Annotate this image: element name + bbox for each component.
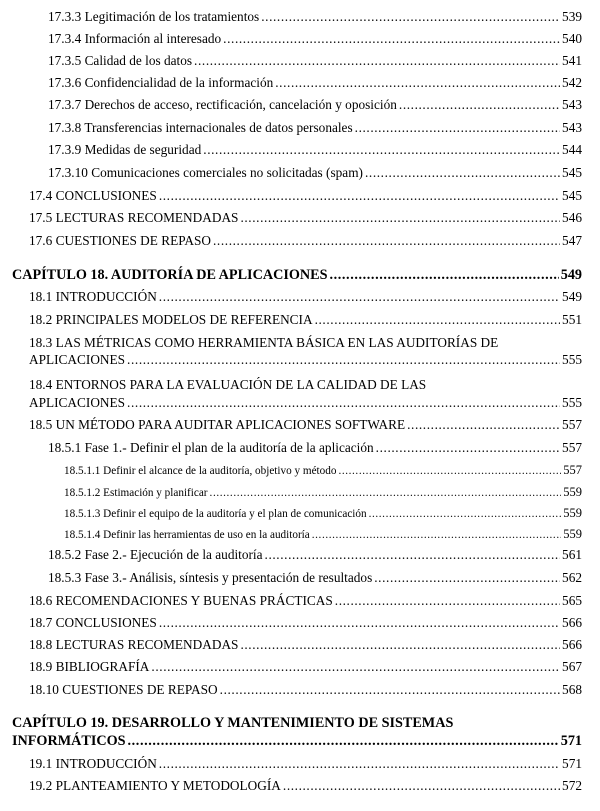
dot-leader [315, 312, 560, 328]
toc-entry-18-2[interactable] [29, 312, 582, 328]
dot-leader [210, 485, 562, 501]
toc-entry-17-5[interactable] [29, 210, 582, 226]
toc-entry-page: 557 [563, 463, 582, 477]
dot-leader [265, 547, 561, 563]
toc-entry-title: 18.5.1.1 Definir el alcance de la auditoría, objetivo y método [64, 465, 337, 477]
toc-entry-17-3-10[interactable] [48, 165, 582, 181]
toc-entry-page: 566 [562, 637, 582, 652]
dot-leader [203, 142, 560, 158]
toc-entry-17-6[interactable] [29, 233, 582, 249]
toc-entry-title: 18.5.1.3 Definir el equipo de la auditoría y el plan de comunicación [64, 508, 367, 520]
toc-entry-title: 19.2 PLANTEAMIENTO Y METODOLOGÍA [29, 778, 281, 793]
toc-entry-17-3-4[interactable] [48, 31, 582, 47]
dot-leader [407, 417, 560, 433]
dot-leader [275, 75, 560, 91]
toc-entry-19-2[interactable] [29, 778, 582, 794]
dot-leader [355, 120, 560, 136]
toc-entry-title: 18.9 BIBLIOGRAFÍA [29, 659, 150, 674]
dot-leader [369, 506, 562, 522]
toc-entry-title: 17.3.5 Calidad de los datos [48, 53, 193, 68]
toc-entry-page: 544 [562, 142, 582, 157]
toc-entry-17-3-8[interactable] [48, 120, 582, 136]
toc-entry-18-5-1-4[interactable] [64, 526, 582, 543]
toc-entry-title: APLICACIONES [29, 395, 126, 410]
toc-entry-page: 568 [562, 682, 582, 697]
dot-leader [312, 527, 562, 543]
toc-entry-title: 18.10 CUESTIONES DE REPASO [29, 682, 218, 697]
toc-entry-page: 540 [562, 31, 582, 46]
toc-entry-page: 566 [562, 615, 582, 630]
dot-leader [127, 395, 560, 411]
dot-leader [128, 733, 559, 749]
toc-entry-page: 542 [562, 75, 582, 90]
toc-entry-page: 557 [562, 440, 582, 455]
toc-entry-page: 545 [562, 165, 582, 180]
toc-entry-page: 546 [562, 210, 582, 225]
toc-entry-18-8[interactable] [29, 637, 582, 653]
toc-chapter-19[interactable] [12, 733, 582, 749]
toc-entry-18-4[interactable] [29, 395, 582, 411]
toc-entry-18-5-1-1[interactable] [64, 462, 582, 479]
toc-entry-18-5-2[interactable] [48, 547, 582, 563]
toc-entry-title: 17.6 CUESTIONES DE REPASO [29, 233, 211, 248]
toc-chapter-title: CAPÍTULO 18. AUDITORÍA DE APLICACIONES [12, 267, 328, 283]
toc-entry-title: 17.3.4 Información al interesado [48, 31, 222, 46]
dot-leader [261, 9, 560, 25]
toc-entry-title: 17.3.9 Medidas de seguridad [48, 142, 202, 157]
toc-entry-page: 572 [562, 778, 582, 793]
toc-entry-title: 17.3.3 Legitimación de los tratamientos [48, 9, 260, 24]
toc-entry-page: 565 [562, 593, 582, 608]
toc-entry-title: 18.8 LECTURAS RECOMENDADAS [29, 637, 239, 652]
toc-entry-page: 541 [562, 53, 582, 68]
toc-entry-17-3-3[interactable] [48, 9, 582, 25]
dot-leader [374, 570, 560, 586]
toc-entry-page: 547 [562, 233, 582, 248]
toc-entry-18-7[interactable] [29, 615, 582, 631]
dot-leader [159, 289, 560, 305]
toc-entry-page: 551 [562, 312, 582, 327]
toc-entry-title: 17.4 CONCLUSIONES [29, 188, 157, 203]
toc-entry-page: 562 [562, 570, 582, 585]
toc-entry-title: 17.3.6 Confidencialidad de la información [48, 75, 274, 90]
dot-leader [240, 210, 560, 226]
toc-entry-18-5[interactable] [29, 417, 582, 433]
toc-entry-title: 18.6 RECOMENDACIONES Y BUENAS PRÁCTICAS [29, 593, 333, 608]
toc-entry-page: 545 [562, 188, 582, 203]
toc-entry-18-9[interactable] [29, 659, 582, 675]
toc-entry-page: 567 [562, 659, 582, 674]
dot-leader [159, 615, 560, 631]
dot-leader [376, 440, 560, 456]
toc-entry-page: 555 [562, 352, 582, 367]
toc-entry-title: 18.1 INTRODUCCIÓN [29, 289, 157, 304]
toc-entry-19-1[interactable] [29, 756, 582, 772]
dot-leader [223, 31, 560, 47]
toc-entry-title: 18.5.1.2 Estimación y planificar [64, 487, 208, 499]
dot-leader [213, 233, 560, 249]
toc-entry-title: 18.2 PRINCIPALES MODELOS DE REFERENCIA [29, 312, 313, 327]
toc-entry-page: 543 [562, 120, 582, 135]
dot-leader [159, 756, 560, 772]
toc-entry-17-3-5[interactable] [48, 53, 582, 69]
toc-entry-page: 559 [563, 527, 582, 541]
dot-leader [194, 53, 560, 69]
toc-chapter-18[interactable] [12, 267, 582, 283]
toc-entry-18-6[interactable] [29, 593, 582, 609]
toc-entry-18-5-1[interactable] [48, 440, 582, 456]
toc-entry-page: 555 [562, 395, 582, 410]
toc-entry-page: 559 [563, 506, 582, 520]
toc-entry-page: 557 [562, 417, 582, 432]
toc-entry-title: 18.5.1 Fase 1.- Definir el plan de la auditoría de la aplicación [48, 440, 374, 455]
dot-leader [335, 593, 560, 609]
toc-entry-title: 17.5 LECTURAS RECOMENDADAS [29, 210, 239, 225]
dot-leader [399, 97, 560, 113]
toc-entry-17-3-9[interactable] [48, 142, 582, 158]
dot-leader [151, 659, 560, 675]
toc-chapter-title: INFORMÁTICOS [12, 733, 126, 749]
toc-entry-page: 559 [563, 485, 582, 499]
toc-entry-17-3-6[interactable] [48, 75, 582, 91]
toc-entry-page: 549 [562, 289, 582, 304]
toc-chapter-19-line1[interactable]: CAPÍTULO 19. DESARROLLO Y MANTENIMIENTO DE SISTEMAS [12, 715, 454, 731]
toc-entry-title: 18.5 UN MÉTODO PARA AUDITAR APLICACIONES SOFTWARE [29, 417, 406, 432]
dot-leader [329, 267, 558, 283]
toc-entry-title: 18.7 CONCLUSIONES [29, 615, 157, 630]
toc-entry-title: APLICACIONES [29, 352, 126, 367]
dot-leader [283, 778, 560, 794]
toc-entry-18-4-line1[interactable]: 18.4 ENTORNOS PARA LA EVALUACIÓN DE LA CALIDAD DE LAS [29, 377, 427, 392]
toc-entry-page: 549 [560, 267, 582, 283]
dot-leader [127, 352, 560, 368]
toc-entry-18-5-3[interactable] [48, 570, 582, 586]
dot-leader [365, 165, 560, 181]
toc-entry-title: 17.3.7 Derechos de acceso, rectificación, cancelación y oposición [48, 97, 397, 112]
toc-entry-18-5-1-2[interactable] [64, 484, 582, 501]
toc-entry-title: 18.5.3 Fase 3.- Análisis, síntesis y presentación de resultados [48, 570, 373, 585]
toc-entry-18-1[interactable] [29, 289, 582, 305]
toc-entry-17-4[interactable] [29, 188, 582, 204]
toc-entry-page: 543 [562, 97, 582, 112]
toc-entry-title: 17.3.8 Transferencias internacionales de datos personales [48, 120, 353, 135]
toc-entry-18-3[interactable] [29, 352, 582, 368]
dot-leader [240, 637, 560, 653]
toc-entry-17-3-7[interactable] [48, 97, 582, 113]
toc-entry-page: 561 [562, 547, 582, 562]
dot-leader [220, 682, 560, 698]
toc-entry-18-5-1-3[interactable] [64, 505, 582, 522]
toc-entry-page: 571 [560, 733, 582, 749]
toc-entry-title: 18.5.2 Fase 2.- Ejecución de la auditoría [48, 547, 263, 562]
toc-entry-title: 17.3.10 Comunicaciones comerciales no solicitadas (spam) [48, 165, 363, 180]
toc-entry-18-10[interactable] [29, 682, 582, 698]
dot-leader [338, 463, 561, 479]
toc-entry-page: 571 [562, 756, 582, 771]
toc-entry-title: 19.1 INTRODUCCIÓN [29, 756, 157, 771]
toc-entry-page: 539 [562, 9, 582, 24]
toc-entry-title: 18.5.1.4 Definir las herramientas de uso en la auditoría [64, 529, 310, 541]
dot-leader [159, 188, 560, 204]
toc-entry-18-3-line1[interactable]: 18.3 LAS MÉTRICAS COMO HERRAMIENTA BÁSICA EN LAS AUDITORÍAS DE [29, 335, 499, 350]
